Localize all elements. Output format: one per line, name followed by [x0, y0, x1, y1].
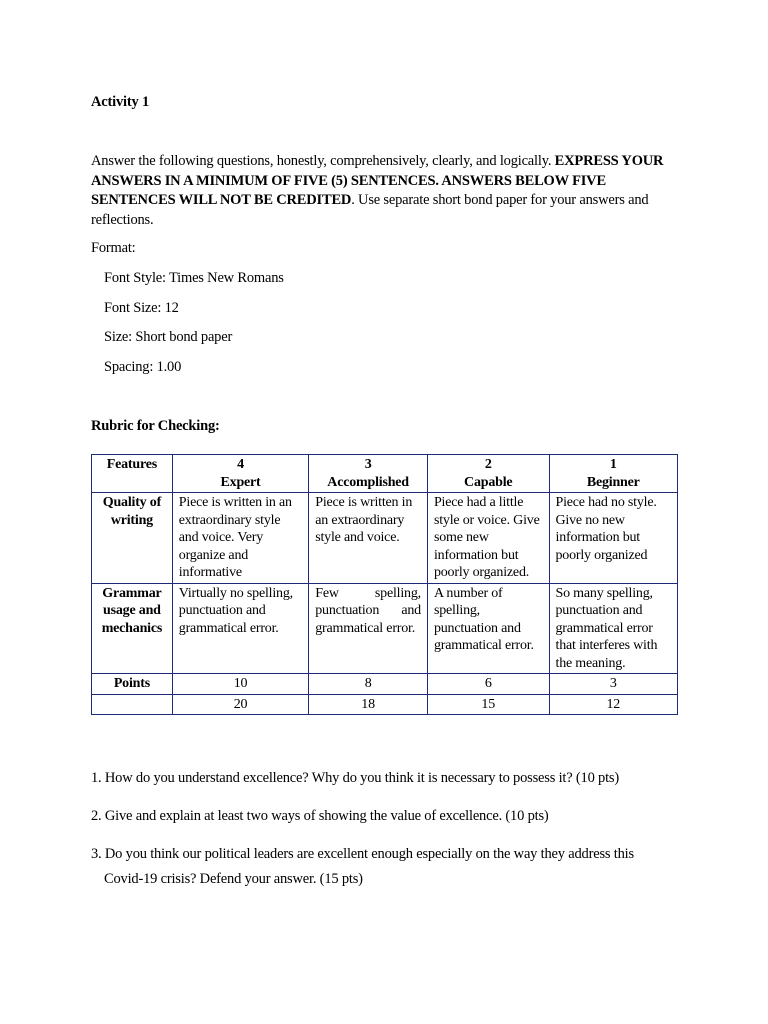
header-level-capable	[427, 455, 549, 493]
points-cell: 3	[549, 674, 678, 695]
format-label: Format:	[91, 240, 136, 256]
header-level-name: Accomplished	[327, 474, 409, 490]
format-item-spacing: Spacing: 1.00	[104, 359, 182, 375]
table-cell: Piece had a little style or voice. Give some new information but poorly organized.	[427, 493, 549, 584]
question-line: 2. Give and explain at least two ways of showing the value of excellence. (10 pts)	[91, 808, 549, 824]
instructions-lead: Answer the following questions, honestly, comprehensively, clearly, and logically.	[91, 153, 555, 169]
header-score: 1	[609, 457, 617, 472]
question-line: 3. Do you think our political leaders are excellent enough especially on the way they address this	[91, 846, 634, 862]
table-cell: Piece is written in an extraordinary style and voice.	[309, 493, 428, 584]
points-cell: 20	[172, 694, 308, 715]
instructions-tail: . Use separate short bond paper for your answers and reflections.	[91, 192, 649, 228]
rubric-points-row-2	[92, 694, 678, 715]
format-item-font-style: Font Style: Times New Romans	[104, 270, 284, 286]
question-2	[91, 804, 691, 829]
question-1	[91, 766, 691, 791]
question-3	[91, 842, 691, 892]
feature-grammar-usage: Grammar usage and mechanics	[92, 583, 173, 674]
header-level-beginner	[549, 455, 678, 493]
header-score: 4	[237, 457, 244, 472]
header-level-name: Beginner	[586, 474, 640, 490]
rubric-header-row	[92, 455, 678, 493]
rubric-points-row-1	[92, 674, 678, 695]
table-cell: Few spelling, punctuation and grammatical error.	[309, 583, 428, 674]
points-cell: 12	[549, 694, 678, 715]
table-cell: Piece is written in an extraordinary style and voice. Very organize and informative	[172, 493, 308, 584]
header-level-name: Capable	[464, 474, 513, 490]
points-cell: 15	[427, 694, 549, 715]
activity-title: Activity 1	[91, 94, 149, 110]
header-score: 2	[484, 457, 492, 472]
rubric-row-quality	[92, 493, 678, 584]
points-cell: 18	[309, 694, 428, 715]
format-item-font-size: Font Size: 12	[104, 300, 179, 316]
points-label: Points	[92, 674, 173, 695]
header-features: Features	[92, 455, 173, 493]
table-cell: Virtually no spelling, punctuation and grammatical error.	[172, 583, 308, 674]
rubric-table	[91, 454, 678, 715]
rubric-label: Rubric for Checking:	[91, 418, 220, 434]
instructions-paragraph	[91, 152, 681, 230]
table-cell: A number of spelling, punctuation and grammatical error.	[427, 583, 549, 674]
table-cell: So many spelling, punctuation and grammatical error that interferes with the meaning.	[549, 583, 678, 674]
header-level-name: Expert	[220, 474, 261, 490]
question-line: 1. How do you understand excellence? Why do you think it is necessary to possess it? (10 pts)	[91, 770, 619, 786]
header-level-accomplished	[309, 455, 428, 493]
format-item-paper-size: Size: Short bond paper	[104, 329, 233, 345]
instructions-emphasis: EXPRESS YOUR ANSWERS IN A MINIMUM OF FIVE (5) SENTENCES. ANSWERS BELOW FIVE SENTENCES WILL NOT BE CREDITED	[91, 153, 664, 208]
rubric-row-grammar	[92, 583, 678, 674]
points-cell: 6	[427, 674, 549, 695]
header-score: 3	[364, 457, 372, 472]
empty-cell	[92, 694, 173, 715]
header-level-expert	[172, 455, 308, 493]
points-cell: 10	[172, 674, 308, 695]
feature-quality-of-writing: Quality of writing	[92, 493, 173, 584]
table-cell: Piece had no style. Give no new information but poorly organized	[549, 493, 678, 584]
points-cell: 8	[309, 674, 428, 695]
question-line-continued: Covid-19 crisis? Defend your answer. (15 pts)	[104, 871, 363, 887]
